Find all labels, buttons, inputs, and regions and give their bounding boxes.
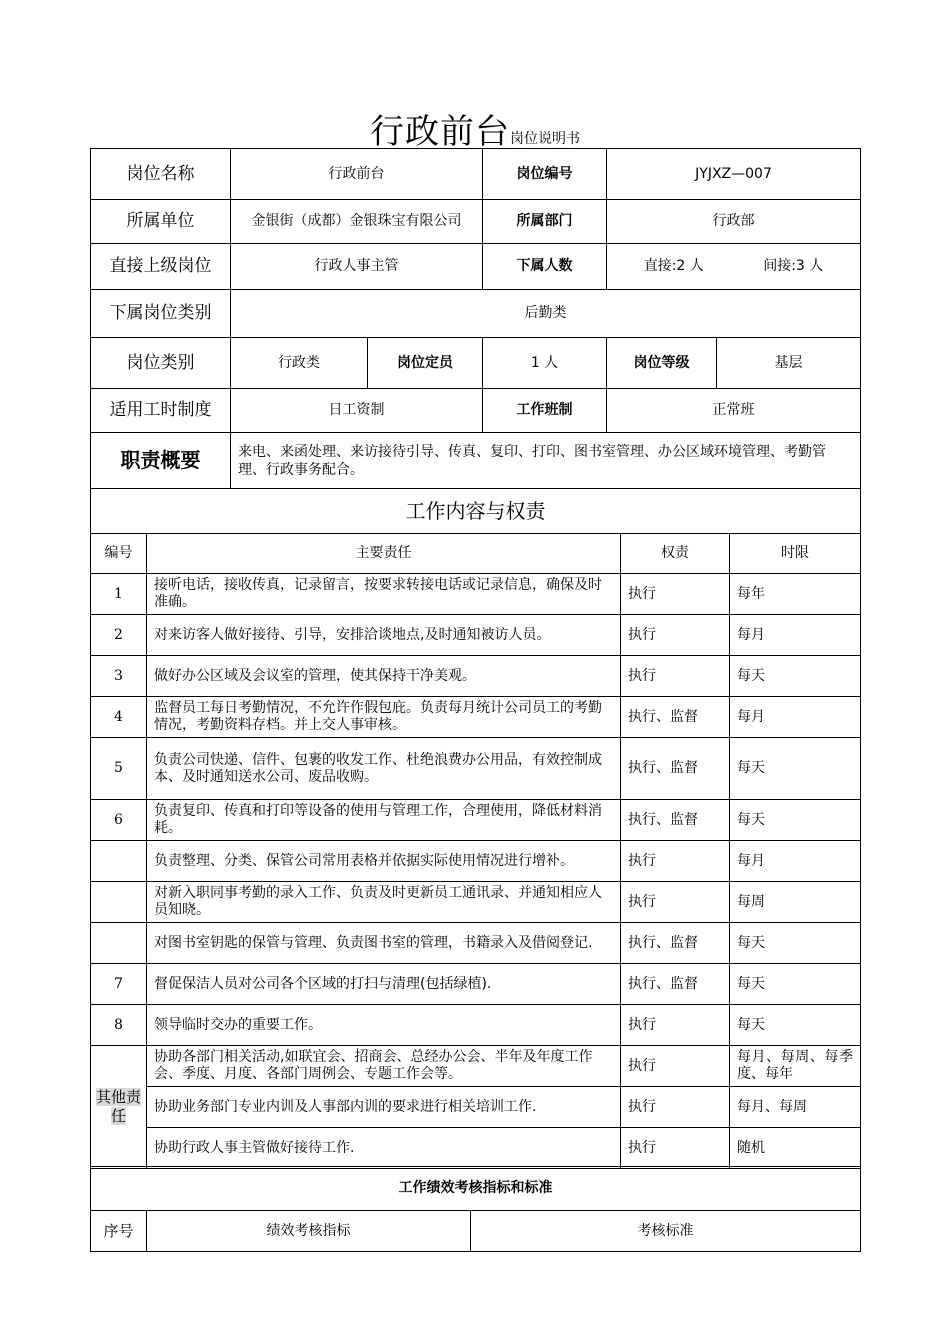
title-main: 行政前台 bbox=[370, 112, 510, 152]
duty-text: 督促保洁人员对公司各个区域的打扫与清理(包括绿植). bbox=[147, 964, 621, 1005]
duty-text: 领导临时交办的重要工作。 bbox=[147, 1005, 621, 1046]
duty-text: 协助业务部门专业内训及人事部内训的要求进行相关培训工作. bbox=[147, 1087, 621, 1128]
shift-value: 正常班 bbox=[607, 389, 861, 433]
duty-auth: 执行、监督 bbox=[621, 697, 730, 738]
duties-table bbox=[90, 488, 861, 1169]
duty-period: 每天 bbox=[730, 656, 861, 697]
duty-period: 每月 bbox=[730, 697, 861, 738]
grade-value: 基层 bbox=[717, 338, 861, 389]
duty-period: 每天 bbox=[730, 738, 861, 800]
table-row bbox=[91, 800, 861, 841]
performance-header-standard: 考核标准 bbox=[471, 1211, 861, 1252]
sub-category-label: 下属岗位类别 bbox=[91, 290, 231, 338]
duty-auth: 执行 bbox=[621, 574, 730, 615]
duty-auth: 执行 bbox=[621, 882, 730, 923]
duty-no: 1 bbox=[91, 574, 147, 615]
superior-value: 行政人事主管 bbox=[231, 244, 483, 290]
title-sub: 岗位说明书 bbox=[510, 131, 580, 147]
duty-no bbox=[91, 923, 147, 964]
duty-auth: 执行、监督 bbox=[621, 738, 730, 800]
grade-label: 岗位等级 bbox=[607, 338, 717, 389]
duty-text: 做好办公区域及会议室的管理，使其保持干净美观。 bbox=[147, 656, 621, 697]
duty-period: 每天 bbox=[730, 800, 861, 841]
duty-text: 对新入职同事考勤的录入工作、负责及时更新员工通讯录、并通知相应人员知晓。 bbox=[147, 882, 621, 923]
duty-period: 每周 bbox=[730, 882, 861, 923]
duties-section-title: 工作内容与权责 bbox=[91, 489, 861, 534]
duties-header-period: 时限 bbox=[730, 534, 861, 574]
duty-text: 对图书室钥匙的保管与管理、负责图书室的管理，书籍录入及借阅登记. bbox=[147, 923, 621, 964]
table-row bbox=[91, 1087, 861, 1128]
duty-no: 3 bbox=[91, 656, 147, 697]
category-label: 岗位类别 bbox=[91, 338, 231, 389]
duty-auth: 执行 bbox=[621, 1046, 730, 1087]
duty-no: 7 bbox=[91, 964, 147, 1005]
duty-period: 每天 bbox=[730, 923, 861, 964]
dept-value: 行政部 bbox=[607, 200, 861, 244]
unit-value: 金银街（成都）金银珠宝有限公司 bbox=[231, 200, 483, 244]
post-name-label: 岗位名称 bbox=[91, 149, 231, 200]
duty-auth: 执行 bbox=[621, 615, 730, 656]
table-row bbox=[91, 841, 861, 882]
dept-label: 所属部门 bbox=[483, 200, 607, 244]
performance-table bbox=[90, 1166, 861, 1252]
category-value: 行政类 bbox=[231, 338, 368, 389]
duty-auth: 执行 bbox=[621, 1005, 730, 1046]
unit-label: 所属单位 bbox=[91, 200, 231, 244]
quota-label: 岗位定员 bbox=[368, 338, 483, 389]
duty-text: 负责整理、分类、保管公司常用表格并依据实际使用情况进行增补。 bbox=[147, 841, 621, 882]
duty-no: 4 bbox=[91, 697, 147, 738]
duty-auth: 执行 bbox=[621, 841, 730, 882]
table-row bbox=[91, 738, 861, 800]
table-row bbox=[91, 656, 861, 697]
subordinates-indirect: 间接:3 人 bbox=[763, 258, 824, 274]
duty-text: 监督员工每日考勤情况，不允许作假包庇。负责每月统计公司员工的考勤情况，考勤资料存档。并上交人事审核。 bbox=[147, 697, 621, 738]
duty-period: 每月、每周、每季度、每年 bbox=[730, 1046, 861, 1087]
duty-period: 每天 bbox=[730, 1005, 861, 1046]
hours-value: 日工资制 bbox=[231, 389, 483, 433]
duty-period: 每年 bbox=[730, 574, 861, 615]
subordinates-direct: 直接:2 人 bbox=[643, 258, 704, 274]
duty-auth: 执行 bbox=[621, 656, 730, 697]
performance-header-no: 序号 bbox=[91, 1211, 147, 1252]
table-row bbox=[91, 1005, 861, 1046]
table-row bbox=[91, 1046, 861, 1087]
duties-header-auth: 权责 bbox=[621, 534, 730, 574]
table-row bbox=[91, 615, 861, 656]
duty-period: 每天 bbox=[730, 964, 861, 1005]
quota-value: 1 人 bbox=[483, 338, 607, 389]
summary-label: 职责概要 bbox=[91, 433, 231, 489]
post-code-label: 岗位编号 bbox=[483, 149, 607, 200]
table-row bbox=[91, 923, 861, 964]
duty-period: 随机 bbox=[730, 1128, 861, 1169]
duty-text: 协助行政人事主管做好接待工作. bbox=[147, 1128, 621, 1169]
other-duties-label-text: 其他责任 bbox=[95, 1088, 141, 1125]
table-row bbox=[91, 1128, 861, 1169]
performance-header-indicator: 绩效考核指标 bbox=[147, 1211, 471, 1252]
subordinates-label: 下属人数 bbox=[483, 244, 607, 290]
duty-text: 负责复印、传真和打印等设备的使用与管理工作，合理使用，降低材料消耗。 bbox=[147, 800, 621, 841]
superior-label: 直接上级岗位 bbox=[91, 244, 231, 290]
duty-period: 每月 bbox=[730, 841, 861, 882]
duty-text: 对来访客人做好接待、引导，安排洽谈地点,及时通知被访人员。 bbox=[147, 615, 621, 656]
duty-auth: 执行、监督 bbox=[621, 923, 730, 964]
duty-auth: 执行、监督 bbox=[621, 964, 730, 1005]
sub-category-value: 后勤类 bbox=[231, 290, 861, 338]
table-row bbox=[91, 882, 861, 923]
duty-no: 5 bbox=[91, 738, 147, 800]
table-row bbox=[91, 964, 861, 1005]
duty-auth: 执行、监督 bbox=[621, 800, 730, 841]
other-duties-label bbox=[91, 1046, 147, 1169]
info-table bbox=[90, 148, 861, 489]
duty-auth: 执行 bbox=[621, 1087, 730, 1128]
post-code-value: JYJXZ—007 bbox=[607, 149, 861, 200]
duties-header-duty: 主要责任 bbox=[147, 534, 621, 574]
duty-no: 6 bbox=[91, 800, 147, 841]
duty-text: 接听电话，接收传真，记录留言，按要求转接电话或记录信息，确保及时准确。 bbox=[147, 574, 621, 615]
duty-text: 负责公司快递、信件、包裹的收发工作、杜绝浪费办公用品，有效控制成本、及时通知送水公司、废品收购。 bbox=[147, 738, 621, 800]
duty-period: 每月、每周 bbox=[730, 1087, 861, 1128]
table-row bbox=[91, 697, 861, 738]
shift-label: 工作班制 bbox=[483, 389, 607, 433]
subordinates-value bbox=[607, 244, 861, 290]
duties-header-no: 编号 bbox=[91, 534, 147, 574]
summary-value: 来电、来函处理、来访接待引导、传真、复印、打印、图书室管理、办公区域环境管理、考勤管理、行政事务配合。 bbox=[231, 433, 861, 489]
duty-no: 8 bbox=[91, 1005, 147, 1046]
duty-no bbox=[91, 841, 147, 882]
hours-label: 适用工时制度 bbox=[91, 389, 231, 433]
duty-text: 协助各部门相关活动,如联宜会、招商会、总经办公会、半年及年度工作会、季度、月度、各部门周例会、专题工作会等。 bbox=[147, 1046, 621, 1087]
post-name-value: 行政前台 bbox=[231, 149, 483, 200]
duty-no: 2 bbox=[91, 615, 147, 656]
duty-period: 每月 bbox=[730, 615, 861, 656]
table-row bbox=[91, 574, 861, 615]
performance-section-title: 工作绩效考核指标和标准 bbox=[91, 1167, 861, 1211]
duty-no bbox=[91, 882, 147, 923]
duty-auth: 执行 bbox=[621, 1128, 730, 1169]
document-title bbox=[0, 104, 950, 153]
